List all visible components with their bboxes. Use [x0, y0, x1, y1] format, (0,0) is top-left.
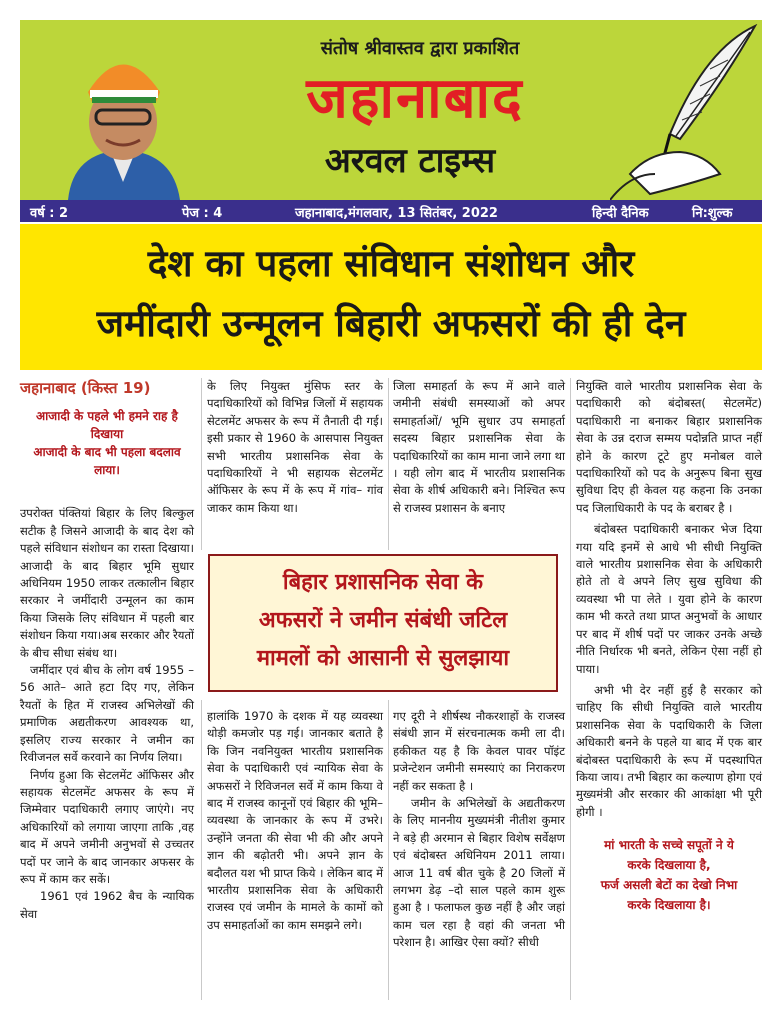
column-divider [388, 378, 389, 550]
paragraph: निर्णय हुआ कि सेटलमेंट ऑफिसर और सहायक सेटलमेंट अफसर के रूप में जिम्मेवार पदाधिकारी लगाए जाएंगे। नए अधिकारियों को लगाया जाएगा ताकि ,वह बाद में अपने जमीनी अनुभवों से उच्चतर पदों पर जाने के बाद जानकार अफसर के रूप में काम कर सकें। [20, 767, 194, 886]
verse-line: लाया। [94, 463, 120, 478]
paragraph: 1961 एवं 1962 बैच के न्यायिक सेवा [20, 889, 194, 921]
verse-line: फर्ज असली बेटों का देखो निभा [600, 878, 738, 893]
headline-line-1: देश का पहला संविधान संशोधन और [147, 242, 635, 285]
pull-quote-line: मामलों को आसानी से सुलझाया [256, 646, 510, 671]
quill-hand-icon [610, 24, 760, 200]
paragraph: जिला समाहर्ता के रूप में आने वाले जमीनी संबंधी समस्याओं को अपर समाहर्ताओं/ भूमि सुधार उप समाहर्ता सदस्य बिहार प्रशासनिक सेवा के पदाधिकारियों का काम माना जाने लगा था । यही लोग बाद में भारतीय प्रशासनिक सेवा के शीर्ष अधिकारी बने। निश्चित रूप से राजस्व प्रशासन के बनाए [393, 379, 565, 515]
pull-quote-box [208, 554, 558, 692]
paragraph: के लिए नियुक्त मुंसिफ स्तर के पदाधिकारियों को विभिन्न जिलों में सहायक सेटलमेंट अफसर के रूप में तैनाती दी गई। इसी प्रकार से 1960 के आसपास नियुक्त सभी भारतीय प्रशासनिक सेवा के पदाधिकारियों ने भी सहायक सेटलमेंट ऑफिसर के रूप में के रूप में गांव– गांव जाकर काम किया था। [207, 379, 383, 515]
closing-verse [576, 835, 762, 915]
verse-line: मां भारती के सच्चे सपूतों ने ये [604, 838, 734, 853]
verse-line: दिखाया [90, 427, 124, 442]
verse-line: करके दिखलाया है, [627, 858, 711, 873]
publisher-line: संतोष श्रीवास्तव द्वारा प्रकाशित [320, 38, 520, 59]
paragraph: गए दूरी ने शीर्षस्थ नौकरशाहों के राजस्व संबंधी ज्ञान में संरचनात्मक कमी ला दी। हकीकत यह है कि केवल पावर पॉइंट प्रजेन्टेशन जमीनी समस्याएं का निराकरण नहीं कर सकता है । [393, 709, 565, 793]
verse-line: आजादी के पहले भी हमने राह है [36, 409, 178, 424]
article-column-4 [576, 378, 762, 915]
info-bar [20, 200, 762, 222]
main-headline [20, 224, 762, 370]
paragraph: बंदोबस्त पदाधिकारी बनाकर भेज दिया गया यदि इनमें से आधे भी सीधी नियुक्ति वाले भारतीय प्रशासनिक सेवा के अधिकारी होते तो वे अपने लिए सुख सुविधा की व्यवस्था भी पा लेते । युवा होने के कारण काम भी करते तथा प्राप्त अनुभवों के आधार पर बाद में शीर्ष पदों पर जाकर उनके अच्छे नीति निर्धारक भी बनते, लेकिन ऐसा नहीं हो पाया। [576, 522, 762, 676]
paragraph: अभी भी देर नहीं हुई है सरकार को चाहिए कि सीधी नियुक्ति वाले भारतीय प्रशासनिक सेवा के पदाधिकारी के जिला अधिकारी बनने के पहले या बाद में एक बार बंदोबस्त पदाधिकारी के रूप में पदस्थापित किया जाय। तभी बिहार का कल्याण होगा एवं मुख्यमंत्री और सरकार की आकांक्षा भी पूरी होगी । [576, 682, 762, 819]
article-column-2-bottom [207, 708, 383, 934]
masthead [20, 20, 762, 200]
verse-line: करके दिखलाया है। [627, 898, 711, 913]
paragraph: उपरोक्त पंक्तियां बिहार के लिए बिल्कुल सटीक है जिसने आजादी के बाद देश को पहले संविधान संशोधन का रास्ता दिखाया। आजादी के बाद बिहार भूमि सुधार अधिनियम 1950 लाकर तत्कालीन बिहार सरकार ने जमींदारी उन्मूलन का काम किया जिसके लिए संविधान में पहली बार संशोधन किया गया।अब सरकार और रैयतों के बीच सीधा संबंध था। [20, 506, 194, 660]
column-divider [570, 378, 571, 1000]
opening-verse [20, 407, 194, 479]
price-label: नि:शुल्क [692, 206, 733, 221]
paragraph: जमीन के अभिलेखों के अद्यतीकरण के लिए माननीय मुख्यमंत्री नीतीश कुमार ने बड़े ही अरमान से बिहार विशेष सर्वेक्षण एवं बंदोबस्त अधिनियम 2011 लाया।आज 11 वर्ष बीत चुके है 20 जिलों में लगभग डेढ़ –दो साल पहले काम शुरू हुआ है । फलाफल कुछ नहीं है और जहां काम चल रहा है वहां की जनता भी परेशान है। आखिर ऐसा क्यों? सीधी [393, 796, 565, 950]
verse-line: आजादी के बाद भी पहला बदलाव [33, 445, 181, 460]
pull-quote-line: अफसरों ने जमीन संबंधी जटिल [258, 608, 508, 633]
article-column-2-top [207, 378, 383, 517]
paragraph: नियुक्ति वाले भारतीय प्रशासनिक सेवा के पदाधिकारी को बंदोबस्त( सेटलमेंट) पदाधिकारी ना बनाकर बिहार प्रशासनिक सेवा के उन्न दराज सम्मय पदोन्नति प्राप्त नहीं होने के कारण टूटे हुए मनोबल वाले पदाधिकारियों को पद के अनुरूप बिना सुख सुविधा दिए ही केवल यह कहना कि उनका पद जिलाधिकारी के पद के बराबर है । [576, 379, 762, 515]
column-divider [201, 378, 202, 550]
volume-label: वर्ष : 2 [30, 206, 69, 221]
headline-line-2: जमींदारी उन्मूलन बिहारी अफसरों की ही देन [96, 302, 686, 345]
article-dateline: जहानाबाद (किस्त 19) [20, 379, 151, 397]
article-column-3-bottom [393, 708, 565, 952]
paper-type: हिन्दी दैनिक [592, 206, 649, 221]
newspaper-subtitle: अरवल टाइम्स [324, 141, 496, 181]
column-divider [388, 700, 389, 1000]
paragraph: जमींदार एवं बीच के लोग वर्ष 1955 – 56 आते– आते हटा दिए गए, लेकिन रैयतों के हित में राजस्व अभिलेखों की प्रमाणिक अद्यतीकरण आवश्यक था, इसलिए राज्य सरकार ने जमीन का रिवीजनल सर्वे करवाने का निर्णय लिया। [20, 663, 194, 765]
article-column-3-top [393, 378, 565, 517]
paragraph: हालांकि 1970 के दशक में यह व्यवस्था थोड़ी कमजोर पड़ गई। जानकार बताते है कि जिन नवनियुक्त भारतीय प्रशासनिक सेवा के पदाधिकारी एवं न्यायिक सेवा के अफसरों ने रिविजनल सर्वे में काम किया वे बाद में राजस्व कानूनों एवं बिहार की भूमि– व्यवस्था के जानकार के रूप में उभरे।उन्होंने जनता की सेवा भी की और अपने ज्ञान की बढ़ोतरी भी। अपने ज्ञान के बदौलत यश भी प्राप्त किये । लेकिन बाद में भारतीय प्रशासनिक सेवा के अधिकारी राजस्व एवं जमीन के मामले के कामों को उप समाहर्ताओं का काम समझने लगे। [207, 709, 383, 932]
issue-date: जहानाबाद,मंगलवार, 13 सितंबर, 2022 [295, 206, 498, 221]
article-column-1 [20, 380, 194, 923]
pull-quote-line: बिहार प्रशासनिक सेवा के [282, 570, 484, 595]
column-divider [201, 700, 202, 1000]
newspaper-title: जहानाबाद [306, 66, 524, 131]
publisher-photo [48, 32, 198, 200]
page-number: पेज : 4 [182, 206, 223, 221]
